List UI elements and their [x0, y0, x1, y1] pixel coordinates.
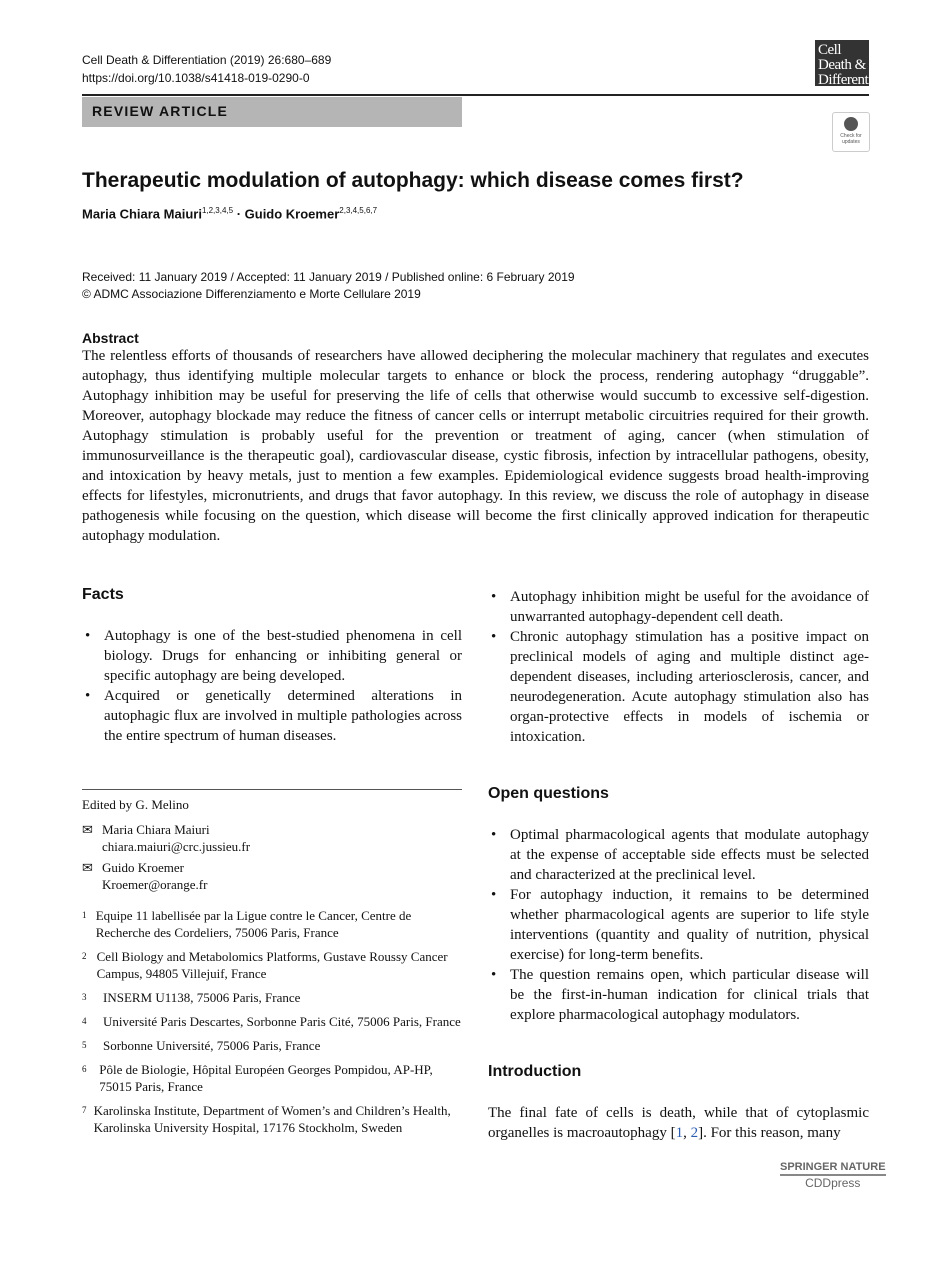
publisher-name: SPRINGER NATURE [780, 1161, 886, 1176]
contact-entry [82, 821, 462, 855]
contact-email[interactable]: chiara.maiuri@crc.jussieu.fr [102, 839, 251, 854]
publisher-logo [780, 1161, 886, 1190]
affiliation [82, 1013, 462, 1030]
logo-line: Differentiation [818, 72, 900, 88]
abstract-section [82, 330, 869, 546]
fact-item: • Autophagy is one of the best-studied phenomena in cell biology. Drugs for enhancing or inhibiting general or specific autophagy are being developed. [82, 626, 462, 686]
affiliation-list [82, 907, 462, 1136]
journal-header [82, 51, 331, 87]
facts-continued [488, 587, 869, 747]
open-questions-heading: Open questions [488, 785, 609, 802]
question-item: • For autophagy induction, it remains to be determined whether pharmacological agents are superior to life style interventions (quantity and quality of nutrition, physical exercise) for long-term benefits. [488, 885, 869, 965]
facts-section [82, 586, 462, 746]
article-type-band: REVIEW ARTICLE [82, 97, 462, 127]
check-for-updates-button[interactable] [832, 112, 870, 152]
introduction-heading: Introduction [488, 1063, 582, 1080]
editor-note: Edited by G. Melino [82, 797, 189, 812]
contact-name: Guido Kroemer [102, 860, 184, 875]
introduction-text [488, 1103, 869, 1143]
author-separator: · [233, 206, 245, 222]
footnotes [82, 789, 462, 1136]
affiliation-number: 2 [82, 951, 87, 961]
author-name[interactable]: Guido Kroemer [244, 206, 340, 222]
question-item: • Optimal pharmacological agents that modulate autophagy at the expense of acceptable side effects must be selected and characterized at the preclinical level. [488, 825, 869, 885]
affiliation [82, 948, 462, 982]
article-dates [82, 269, 575, 303]
author-name[interactable]: Maria Chiara Maiuri [82, 206, 202, 222]
fact-item: • Chronic autophagy stimulation has a positive impact on preclinical models of aging and multiple distinct age-dependent diseases, including arteriosclerosis, cancer, and neurodegeneration. Acute autophagy stimulation also has organ-protective effects in models of ischemia or intoxication. [488, 627, 869, 747]
doi-link[interactable]: https://doi.org/10.1038/s41418-019-0290-0 [82, 71, 310, 85]
copyright: © ADMC Associazione Differenziamento e Morte Cellulare 2019 [82, 287, 421, 301]
abstract-heading: Abstract [82, 330, 139, 346]
article-title: Therapeutic modulation of autophagy: which disease comes first? [82, 169, 744, 192]
check-updates-label: Check for updates [840, 133, 862, 145]
header-rule [82, 94, 869, 96]
introduction-section [488, 1063, 869, 1143]
affiliation [82, 1037, 462, 1054]
fact-item: • Acquired or genetically determined alterations in autophagic flux are involved in multiple pathologies across the entire spectrum of human diseases. [82, 686, 462, 746]
affiliation-text: Karolinska Institute, Department of Women’s and Children’s Health, Karolinska University Hospital, 17176 Stockholm, Sweden [93, 1103, 451, 1135]
envelope-icon: ✉ [82, 860, 93, 875]
publisher-imprint: CDDpress [805, 1176, 861, 1190]
affiliation-number: 7 [82, 1105, 87, 1115]
intro-text: The final fate of cells is death, while that of cytoplasmic organelles is macroautophagy [ [488, 1105, 869, 1141]
affiliation-text: Sorbonne Université, 75006 Paris, France [103, 1038, 321, 1053]
affiliation-number: 6 [82, 1064, 87, 1074]
publication-dates: Received: 11 January 2019 / Accepted: 11 January 2019 / Published online: 6 February 2019 [82, 270, 575, 284]
reference-link[interactable]: 2 [690, 1125, 699, 1141]
affiliation-text: Cell Biology and Metabolomics Platforms, Gustave Roussy Cancer Campus, 94805 Villejuif, France [96, 949, 448, 981]
intro-text: ]. For this reason, many [698, 1125, 841, 1141]
affiliation-number: 3 [82, 992, 87, 1002]
affiliation [82, 907, 462, 941]
contact-email[interactable]: Kroemer@orange.fr [102, 877, 208, 892]
intro-text: , [683, 1125, 691, 1141]
reference-link[interactable]: 1 [675, 1125, 684, 1141]
affiliation [82, 1061, 462, 1095]
author-affil: 1,2,3,4,5 [201, 206, 234, 215]
logo-line: Cell Death & [818, 42, 866, 73]
facts-heading: Facts [82, 586, 124, 603]
affiliation-number: 4 [82, 1016, 87, 1026]
affiliation-number: 5 [82, 1040, 87, 1050]
abstract-text: The relentless efforts of thousands of researchers have allowed deciphering the molecular machinery that regulates and executes autophagy, thus identifying multiple molecular targets to enhance or block the process, rendering autophagy “druggable”. Autophagy inhibition may be useful for preserving the life of cells that otherwise would succumb to excessive self-digestion. Moreover, autophagy blockade may reduce the fitness of cancer cells or interrupt metabolic circuitries required for their growth. Autophagy stimulation is probably useful for the prevention or treatment of aging, cancer (when stimulation of immunosurveillance is the therapeutic goal), cardiovascular disease, cystic fibrosis, infection by intracellular pathogens, obesity, and intoxication by heavy metals, just to mention a few examples. Epidemiological evidence suggests broad health-improving effects for lifestyles, micronutrients, and drugs that favor autophagy. In this review, we discuss the role of autophagy in disease pathogenesis while focusing on the question, which disease will become the first clinically approved indication for therapeutic autophagy modulation. [82, 348, 869, 544]
affiliation-text: INSERM U1138, 75006 Paris, France [103, 990, 301, 1005]
fact-item: • Autophagy inhibition might be useful for the avoidance of unwarranted autophagy-dependent cell death. [488, 587, 869, 627]
affiliation-text: Equipe 11 labellisée par la Ligue contre le Cancer, Centre de Recherche des Cordeliers, 75006 Paris, France [95, 908, 412, 940]
affiliation-text: Université Paris Descartes, Sorbonne Paris Cité, 75006 Paris, France [103, 1014, 461, 1029]
affiliation [82, 989, 462, 1006]
affiliation-number: 1 [82, 910, 87, 920]
journal-citation: Cell Death & Differentiation (2019) 26:680–689 [82, 53, 332, 67]
open-questions-section [488, 785, 869, 1025]
journal-logo [815, 40, 900, 88]
envelope-icon: ✉ [82, 822, 93, 837]
author-affil: 2,3,4,5,6,7 [339, 206, 378, 215]
contact-name: Maria Chiara Maiuri [102, 822, 210, 837]
question-item: • The question remains open, which particular disease will be the first-in-human indication for clinical trials that explore pharmacological autophagy modulators. [488, 965, 869, 1025]
bookmark-icon [844, 117, 858, 131]
contact-entry [82, 859, 462, 893]
affiliation [82, 1102, 462, 1136]
author-list [82, 206, 377, 221]
affiliation-text: Pôle de Biologie, Hôpital Européen Georges Pompidou, AP-HP, 75015 Paris, France [99, 1062, 433, 1094]
